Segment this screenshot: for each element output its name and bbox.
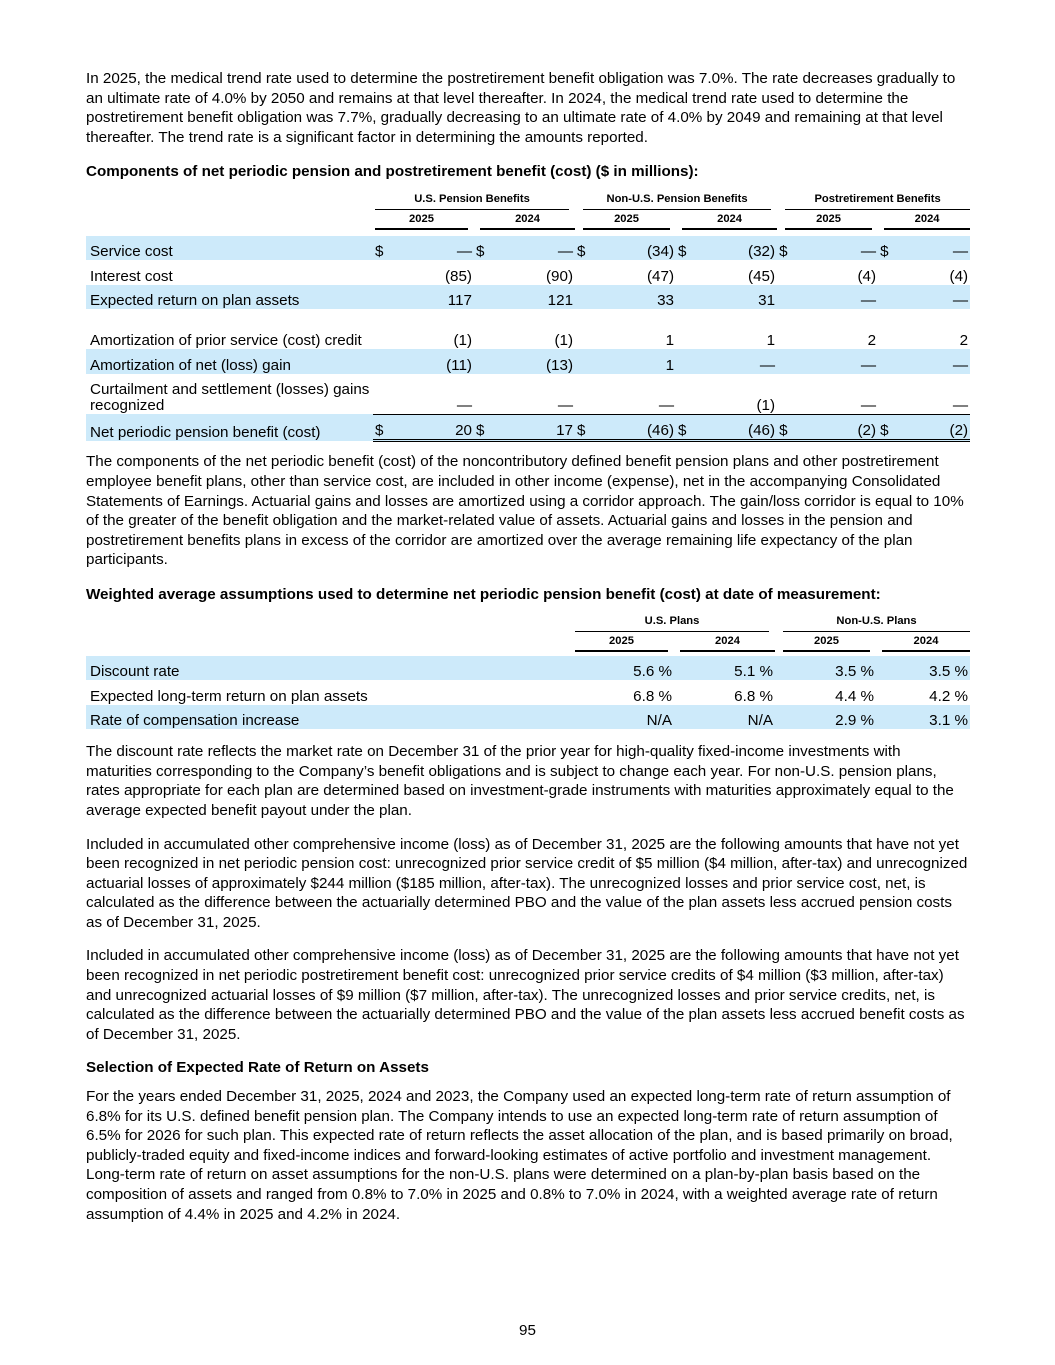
year-header: 2025 [575, 634, 668, 652]
components-heading: Components of net periodic pension and postretirement benefit (cost) ($ in millions): [86, 163, 699, 181]
cell-value: (46) [591, 414, 676, 441]
cell-value: — [894, 236, 970, 261]
dollar-sign: $ [676, 236, 692, 261]
cell-value: 5.1 % [674, 656, 775, 681]
cell-value: (90) [546, 267, 574, 285]
year-header: 2024 [480, 212, 575, 230]
dollar-sign: $ [373, 414, 389, 441]
cell-value: — [793, 349, 878, 374]
dollar-sign: $ [373, 236, 389, 261]
cell-value: — [490, 236, 575, 261]
cell-value: (1) [554, 332, 574, 350]
dollar-sign: $ [878, 236, 894, 261]
year-header: 2024 [884, 212, 970, 230]
row-label: Curtailment and settlement (losses) gains recognized [90, 381, 370, 415]
cell-value: 6.8 % [633, 687, 672, 705]
row-label: Amortization of prior service (cost) credit [90, 332, 362, 350]
paragraph-expected-return: For the years ended December 31, 2025, 2024 and 2023, the Company used an expected long-term rate of return assumption of 6.8% for its U.S. defined benefit pension plan. The Company intends to use an expected long-term rate of return assumption of 6.5% for 2026 for such plan. This expected rate of return reflects the asset allocation of the plan, and is based primarily on broad, publicly-traded equity and fixed-income indices and forward-looking estimates of active portfolio and investment management. Long-term rate of return on asset assumptions for the non-U.S. plans were determined on a plan-by-plan basis based on the composition of assets and ranged from 0.8% to 7.0% in 2025 and 0.8% to 7.0% in 2024, with a weighted average rate of return assumption of 4.4% in 2025 and 4.2% in 2024. [86, 1088, 953, 1223]
cell-value: (32) [692, 236, 777, 261]
cell-value: (11) [389, 349, 474, 374]
cell-value: — [952, 396, 969, 414]
cell-value: 17 [490, 414, 575, 441]
cell-value: (85) [444, 267, 472, 285]
dollar-sign: $ [777, 414, 793, 441]
year-header: 2024 [882, 634, 970, 652]
components-table [86, 192, 970, 443]
cell-value: — [389, 236, 474, 261]
cell-value: — [456, 396, 472, 414]
cell-value: — [860, 396, 877, 414]
cell-value: (47) [647, 267, 675, 285]
row-label: Expected return on plan assets [86, 285, 373, 310]
cell-value: — [557, 396, 574, 414]
cell-value: 33 [591, 285, 676, 310]
cell-value: 4.2 % [929, 687, 968, 705]
cell-value: (45) [748, 267, 776, 285]
dollar-sign: $ [474, 236, 490, 261]
cell-value: (1) [756, 396, 776, 414]
cell-value: — [793, 236, 878, 261]
row-label: Discount rate [86, 656, 573, 681]
cell-value: — [793, 285, 878, 310]
dollar-sign: $ [676, 414, 692, 441]
row-label: Service cost [86, 236, 373, 261]
cell-value: 1 [591, 349, 676, 374]
dollar-sign: $ [474, 414, 490, 441]
cell-value: 3.5 % [876, 656, 970, 681]
cell-value: — [692, 349, 777, 374]
cell-value: (46) [692, 414, 777, 441]
page-number: 95 [519, 1322, 536, 1339]
table-row-interest-cost [86, 260, 970, 285]
cell-value: (34) [591, 236, 676, 261]
dollar-sign: $ [575, 236, 591, 261]
table-row-curtailment [86, 374, 970, 415]
year-header: 2025 [783, 634, 870, 652]
cell-value: 121 [490, 285, 575, 310]
cell-value: (4) [949, 267, 969, 285]
cell-value: 20 [389, 414, 474, 441]
table-row-amortization-net-loss [86, 349, 970, 374]
cell-value: (2) [894, 414, 970, 441]
cell-value: 2 [867, 332, 877, 350]
year-header: 2025 [785, 212, 872, 230]
table-row-expected-long-term-return [86, 680, 970, 705]
table-row-expected-return [86, 285, 970, 310]
group-header-postretirement: Postretirement Benefits [785, 192, 970, 210]
group-header-non-us-plans: Non-U.S. Plans [783, 614, 970, 632]
row-label: Rate of compensation increase [86, 705, 573, 730]
row-label: Expected long-term return on plan assets [90, 687, 368, 705]
assumptions-heading: Weighted average assumptions used to determine net periodic pension benefit (cost) at date of measurement: [86, 586, 881, 604]
assumptions-table [86, 614, 970, 730]
paragraph-components-explanation: The components of the net periodic benefit (cost) of the noncontributory defined benefit pension plans and other postretirement employee benefit plans, other than service cost, are included in other income (expense), net in the accompanying Consolidated Statements of Earnings. Actuarial gains and losses are amortized using a corridor approach. The gain/loss corridor is equal to 10% of the greater of the benefit obligation and the market-related value of assets. Actuarial gains and losses in the pension and postretirement benefits plans in excess of the corridor are amortized over the average remaining life expectancy of the plan participants. [86, 453, 964, 569]
year-header: 2025 [583, 212, 670, 230]
table-row-amortization-prior-service [86, 309, 970, 349]
cell-value: N/A [674, 705, 775, 730]
cell-value: (4) [857, 267, 877, 285]
cell-value: N/A [573, 705, 674, 730]
paragraph-aoci-postretirement: Included in accumulated other comprehensive income (loss) as of December 31, 2025 are the following amounts that have not yet been recognized in net periodic postretirement benefit cost: unrecognized prior service credits of $4 million ($3 million, after-tax) and unrecognized actuarial losses of $9 million ($7 million, after-tax). The unrecognized losses and prior service credits, net, is calculated as the difference between the actuarially determined PBO and the value of the plan assets less accrued benefit costs as of December 31, 2025. [86, 947, 965, 1043]
cell-value: — [894, 285, 970, 310]
cell-value: 1 [665, 332, 675, 350]
row-label: Net periodic pension benefit (cost) [86, 414, 373, 441]
group-header-us-pension: U.S. Pension Benefits [375, 192, 569, 210]
cell-value: 2.9 % [775, 705, 876, 730]
paragraph-medical-trend: In 2025, the medical trend rate used to determine the postretirement benefit obligation was 7.0%. The rate decreases gradually to an ultimate rate of 4.0% by 2050 and remains at that level thereafter. In 2024, the medical trend rate used to determine the postretirement benefit obligation was 7.7%, gradually decreasing to an ultimate rate of 4.0% by 2049 and remaining at that level thereafter. The trend rate is a significant factor in determining the amounts reported. [86, 70, 956, 146]
dollar-sign: $ [777, 236, 793, 261]
table-row-compensation-increase [86, 705, 970, 730]
cell-value: 6.8 % [734, 687, 773, 705]
cell-value: 4.4 % [835, 687, 874, 705]
cell-value: 5.6 % [573, 656, 674, 681]
group-header-non-us-pension: Non-U.S. Pension Benefits [583, 192, 771, 210]
dollar-sign: $ [878, 414, 894, 441]
cell-value: 2 [959, 332, 969, 350]
cell-value: — [894, 349, 970, 374]
year-header: 2024 [682, 212, 777, 230]
table-row-discount-rate [86, 656, 970, 681]
cell-value: 3.1 % [876, 705, 970, 730]
table-row-net-periodic-total [86, 414, 970, 441]
year-header: 2025 [375, 212, 468, 230]
row-label: Interest cost [90, 267, 173, 285]
cell-value: 1 [766, 332, 776, 350]
year-header: 2024 [680, 634, 775, 652]
cell-value: (1) [453, 332, 472, 350]
section-heading-expected-return: Selection of Expected Rate of Return on Assets [86, 1059, 429, 1077]
cell-value: (2) [793, 414, 878, 441]
paragraph-aoci-pension: Included in accumulated other comprehensive income (loss) as of December 31, 2025 are the following amounts that have not yet been recognized in net periodic pension cost: unrecognized prior service credit of $5 million ($4 million, after-tax) and unrecognized actuarial losses of approximately $244 million ($185 million, after-tax). The unrecognized losses and prior service cost, net, is calculated as the difference between the actuarially determined PBO and the value of the plan assets less accrued pension costs as of December 31, 2025. [86, 835, 968, 931]
cell-value: 117 [389, 285, 474, 310]
group-header-us-plans: U.S. Plans [575, 614, 769, 632]
cell-value: 31 [692, 285, 777, 310]
row-label: Amortization of net (loss) gain [86, 349, 373, 374]
page-content [86, 69, 970, 1224]
paragraph-discount-rate: The discount rate reflects the market rate on December 31 of the prior year for high-quality fixed-income investments with maturities corresponding to the Company’s benefit obligations and is subject to change each year. For non-U.S. pension plans, rates appropriate for each plan are determined based on investment-grade instruments with maturities approximately equal to the average expected benefit payout under the plan. [86, 743, 954, 819]
cell-value: (13) [490, 349, 575, 374]
cell-value: — [658, 396, 675, 414]
table-row-service-cost [86, 236, 970, 261]
cell-value: 3.5 % [775, 656, 876, 681]
dollar-sign: $ [575, 414, 591, 441]
